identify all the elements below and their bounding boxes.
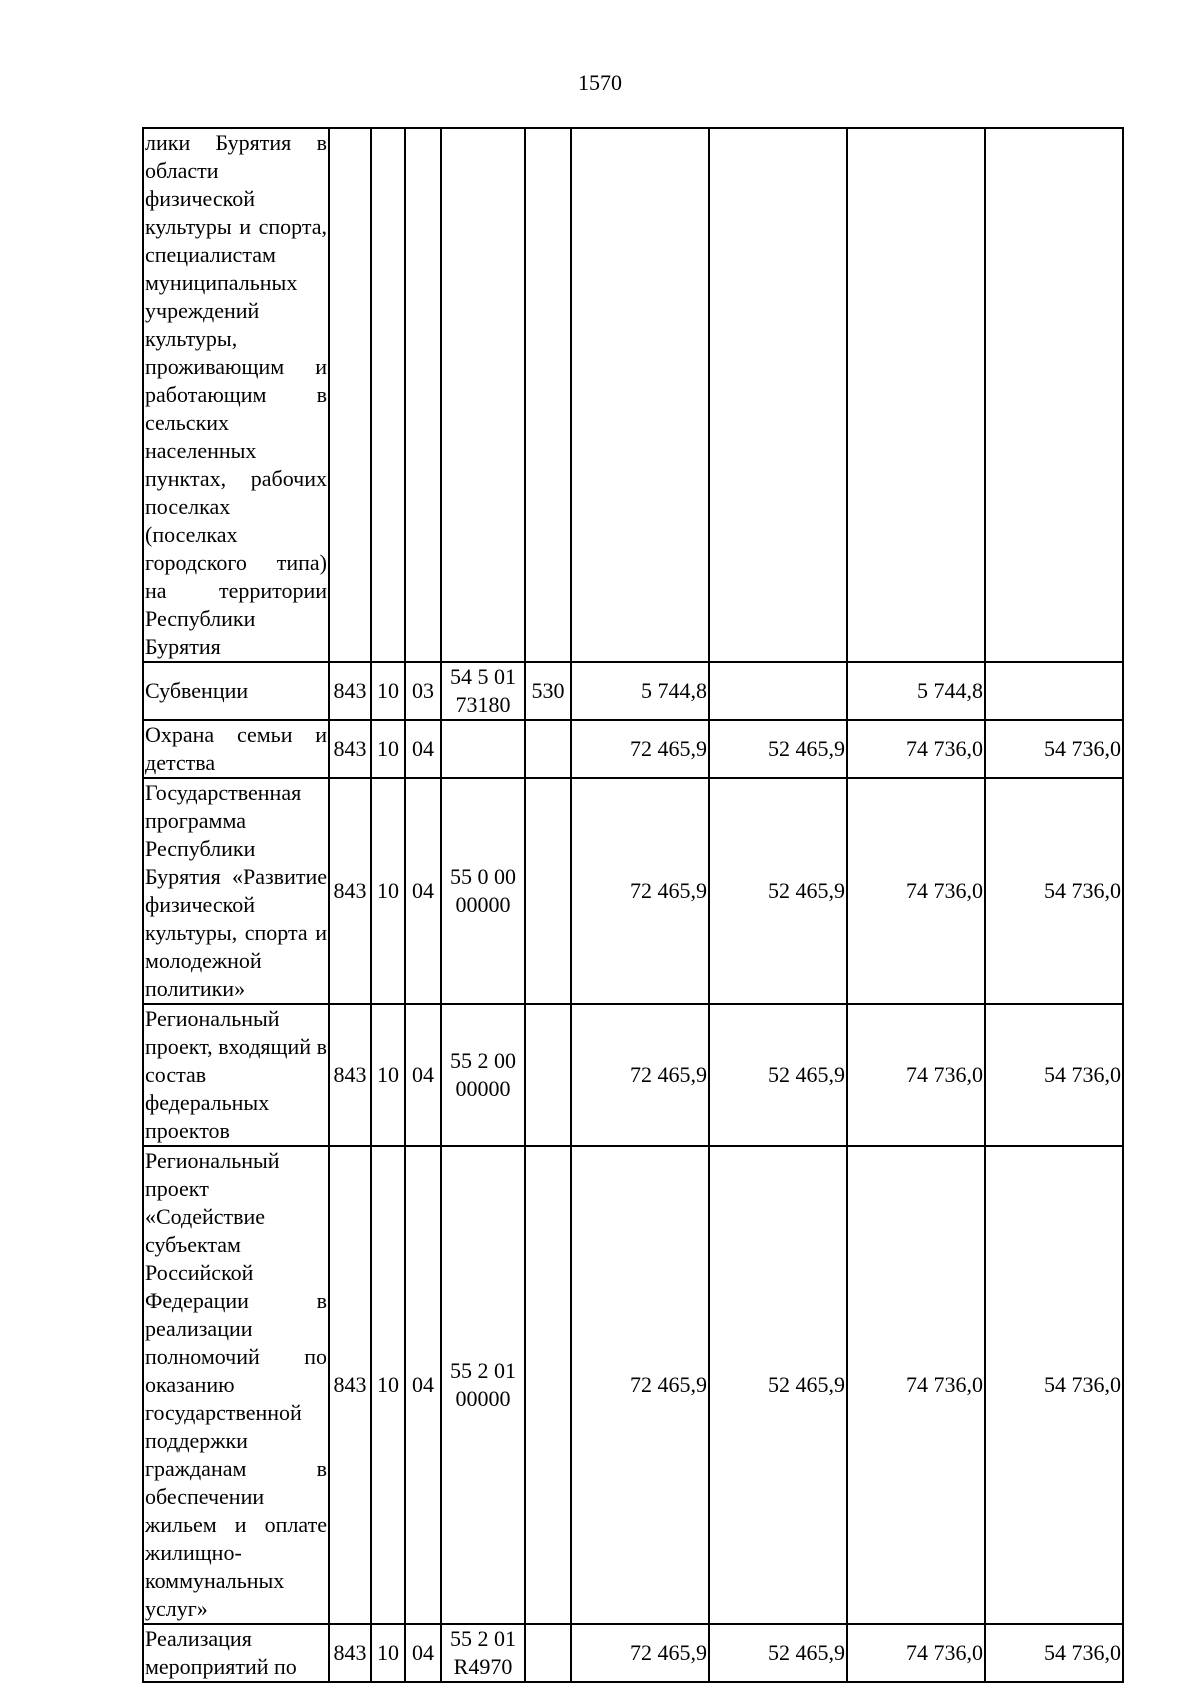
row-description: Охрана семьи и детства xyxy=(143,720,329,778)
amount-cell-3: 5 744,8 xyxy=(847,662,985,720)
target-article-cell: 55 2 01 R4970 xyxy=(441,1624,525,1682)
amount-cell-3: 74 736,0 xyxy=(847,1004,985,1146)
grbs-cell: 843 xyxy=(329,778,371,1004)
subsection-cell: 04 xyxy=(405,778,441,1004)
row-description: лики Бурятия в области физической культуры и спорта, специалистам муниципальных учреждений культуры, проживающим и работающим в сельских населенных пунктах, рабочих поселках (поселках городского типа) на территории Республики Бурятия xyxy=(143,128,329,662)
expense-type-cell xyxy=(525,720,571,778)
expense-type-cell xyxy=(525,128,571,662)
table-row xyxy=(143,128,1123,662)
table-row xyxy=(143,1146,1123,1624)
target-article-cell: 54 5 01 73180 xyxy=(441,662,525,720)
row-description: Субвенции xyxy=(143,662,329,720)
target-article-cell: 55 2 00 00000 xyxy=(441,1004,525,1146)
subsection-cell: 04 xyxy=(405,1004,441,1146)
subsection-cell: 04 xyxy=(405,720,441,778)
page-number: 1570 xyxy=(578,70,622,95)
expense-type-cell: 530 xyxy=(525,662,571,720)
expense-type-cell xyxy=(525,778,571,1004)
amount-cell-2 xyxy=(709,662,847,720)
expense-type-cell xyxy=(525,1624,571,1682)
target-article-cell xyxy=(441,128,525,662)
amount-cell-2: 52 465,9 xyxy=(709,778,847,1004)
subsection-cell xyxy=(405,128,441,662)
table-row xyxy=(143,1004,1123,1146)
amount-cell-4: 54 736,0 xyxy=(985,1004,1123,1146)
row-description: Региональный проект, входящий в состав федеральных проектов xyxy=(143,1004,329,1146)
amount-cell-4: 54 736,0 xyxy=(985,1146,1123,1624)
target-article-cell: 55 2 01 00000 xyxy=(441,1146,525,1624)
section-cell: 10 xyxy=(371,1146,405,1624)
table-row xyxy=(143,1624,1123,1682)
row-description: Государственная программа Республики Бурятия «Развитие физической культуры, спорта и молодежной политики» xyxy=(143,778,329,1004)
section-cell: 10 xyxy=(371,778,405,1004)
grbs-cell: 843 xyxy=(329,1004,371,1146)
grbs-cell: 843 xyxy=(329,1624,371,1682)
expense-type-cell xyxy=(525,1004,571,1146)
amount-cell-1: 72 465,9 xyxy=(571,1146,709,1624)
grbs-cell: 843 xyxy=(329,1146,371,1624)
section-cell xyxy=(371,128,405,662)
amount-cell-1: 5 744,8 xyxy=(571,662,709,720)
amount-cell-4 xyxy=(985,128,1123,662)
budget-table xyxy=(142,127,1124,1683)
section-cell: 10 xyxy=(371,1624,405,1682)
grbs-cell xyxy=(329,128,371,662)
expense-type-cell xyxy=(525,1146,571,1624)
row-description: Реализация мероприятий по xyxy=(143,1624,329,1682)
amount-cell-4: 54 736,0 xyxy=(985,1624,1123,1682)
target-article-cell xyxy=(441,720,525,778)
target-article-cell: 55 0 00 00000 xyxy=(441,778,525,1004)
section-cell: 10 xyxy=(371,662,405,720)
amount-cell-4: 54 736,0 xyxy=(985,778,1123,1004)
subsection-cell: 04 xyxy=(405,1146,441,1624)
table-row xyxy=(143,778,1123,1004)
amount-cell-2: 52 465,9 xyxy=(709,1146,847,1624)
amount-cell-1: 72 465,9 xyxy=(571,778,709,1004)
row-description: Региональный проект «Содействие субъектам Российской Федерации в реализации полномочий по оказанию государственной поддержки гражданам в обеспечении жильем и оплате жилищно-коммунальных услуг» xyxy=(143,1146,329,1624)
amount-cell-2: 52 465,9 xyxy=(709,720,847,778)
grbs-cell: 843 xyxy=(329,662,371,720)
amount-cell-3: 74 736,0 xyxy=(847,1624,985,1682)
amount-cell-3 xyxy=(847,128,985,662)
grbs-cell: 843 xyxy=(329,720,371,778)
subsection-cell: 03 xyxy=(405,662,441,720)
amount-cell-4: 54 736,0 xyxy=(985,720,1123,778)
amount-cell-1: 72 465,9 xyxy=(571,720,709,778)
amount-cell-1: 72 465,9 xyxy=(571,1004,709,1146)
amount-cell-3: 74 736,0 xyxy=(847,778,985,1004)
table-row xyxy=(143,662,1123,720)
section-cell: 10 xyxy=(371,720,405,778)
amount-cell-2: 52 465,9 xyxy=(709,1624,847,1682)
amount-cell-4 xyxy=(985,662,1123,720)
table-row xyxy=(143,720,1123,778)
amount-cell-3: 74 736,0 xyxy=(847,1146,985,1624)
amount-cell-2 xyxy=(709,128,847,662)
amount-cell-1: 72 465,9 xyxy=(571,1624,709,1682)
subsection-cell: 04 xyxy=(405,1624,441,1682)
amount-cell-3: 74 736,0 xyxy=(847,720,985,778)
amount-cell-1 xyxy=(571,128,709,662)
amount-cell-2: 52 465,9 xyxy=(709,1004,847,1146)
section-cell: 10 xyxy=(371,1004,405,1146)
